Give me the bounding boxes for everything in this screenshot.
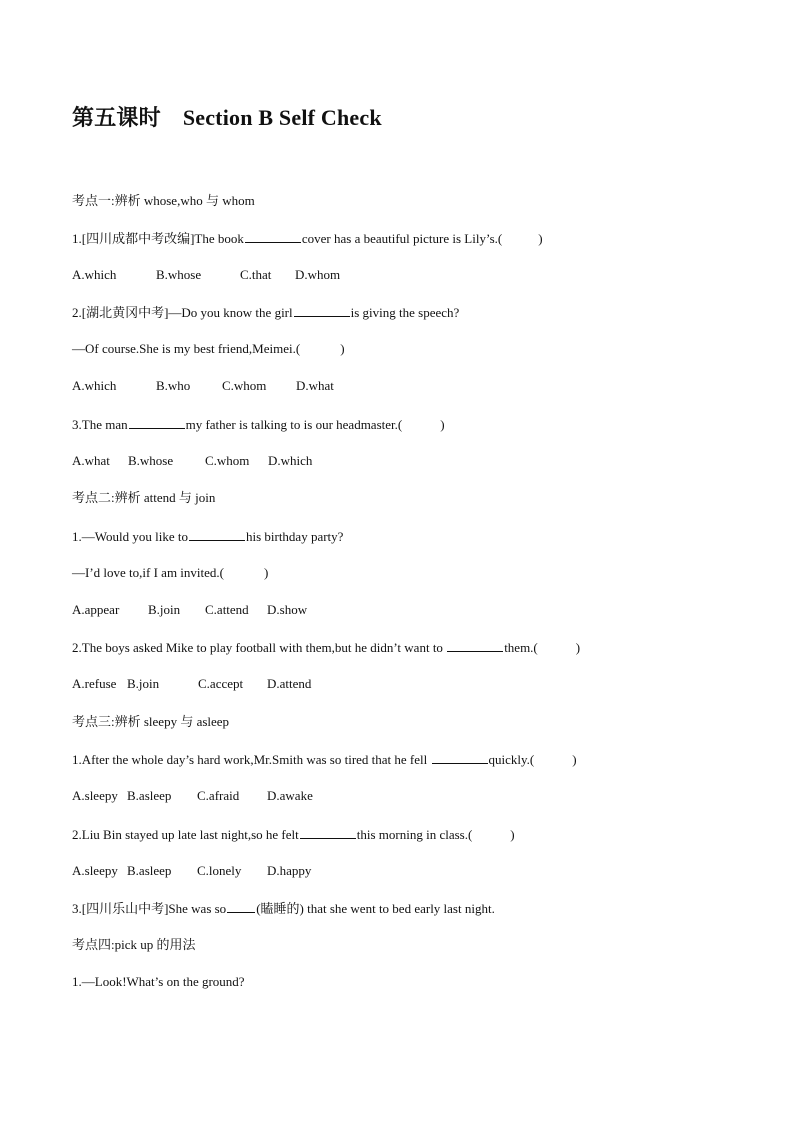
s1-q3-close-paren: ): [440, 417, 445, 432]
s3-q2-options: [72, 862, 311, 880]
option-d: D.show: [267, 602, 308, 617]
s3-q2-text-after: this morning in class.(: [356, 827, 473, 842]
option-d: D.whom: [295, 267, 341, 282]
s3-q1-options: [72, 787, 313, 805]
section-4-heading: 考点四:pick up 的用法: [72, 937, 196, 952]
s2-q1-text-before: 1.—Would you like to: [72, 529, 188, 544]
option-c: C.whom: [205, 453, 250, 468]
s2-q1-reply: [72, 564, 268, 582]
option-b: B.join: [148, 602, 181, 617]
s3-q3-text-before: 3.[四川乐山中考]She was so: [72, 901, 227, 916]
option-a: A.refuse: [72, 676, 117, 691]
s3-question-3: [72, 899, 495, 918]
s1-q2-text-before: 2.[湖北黄冈中考]—Do you know the girl: [72, 305, 293, 320]
s1-question-3: [72, 415, 445, 434]
s1-q1-options: [72, 266, 340, 284]
s2-question-1: [72, 527, 343, 546]
s2-q1-blank[interactable]: [189, 527, 245, 541]
s1-q3-options: [72, 452, 312, 470]
option-b: B.join: [127, 676, 160, 691]
s2-q1-text-after: his birthday party?: [245, 529, 344, 544]
page-title: [72, 101, 382, 132]
s2-q1-options: [72, 601, 307, 619]
s1-q1-text-after: cover has a beautiful picture is Lily’s.(: [301, 231, 503, 246]
option-c: C.afraid: [197, 788, 240, 803]
option-c: C.attend: [205, 602, 249, 617]
s3-question-2: [72, 825, 515, 844]
option-b: B.who: [156, 378, 191, 393]
s1-q2-reply-text: —Of course.She is my best friend,Meimei.(: [72, 341, 301, 356]
s1-q3-blank[interactable]: [129, 415, 185, 429]
page-title-chinese: 第五课时: [72, 105, 161, 130]
s4-question-1: 1.—Look!What’s on the ground?: [72, 974, 245, 989]
option-d: D.awake: [267, 788, 313, 803]
page-title-english: Section B Self Check: [182, 105, 382, 130]
option-c: C.that: [240, 267, 272, 282]
option-c: C.accept: [198, 676, 244, 691]
s2-q1-close-paren: ): [264, 565, 269, 580]
s1-q1-close-paren: ): [538, 231, 543, 246]
s1-q3-text-after: my father is talking to is our headmaster.(: [185, 417, 403, 432]
s3-q3-blank[interactable]: [227, 899, 255, 913]
s1-q2-text-after: is giving the speech?: [350, 305, 460, 320]
s1-question-2: [72, 303, 459, 322]
section-3-heading: 考点三:辨析 sleepy 与 asleep: [72, 714, 230, 729]
s1-q1-text-before: 1.[四川成都中考改编]The book: [72, 231, 244, 246]
section-1-heading: 考点一:辨析 whose,who 与 whom: [72, 193, 255, 208]
option-a: A.what: [72, 453, 110, 468]
s2-q2-blank[interactable]: [447, 638, 503, 652]
s3-q3-text-after: (瞌睡的) that she went to bed early last night.: [256, 901, 495, 916]
s3-q2-text-before: 2.Liu Bin stayed up late last night,so he felt: [72, 827, 299, 842]
section-2-heading: 考点二:辨析 attend 与 join: [72, 490, 216, 505]
option-b: B.whose: [156, 267, 202, 282]
s1-q2-close-paren: ): [340, 341, 345, 356]
s3-q2-close-paren: ): [510, 827, 515, 842]
s1-question-1: [72, 229, 543, 248]
option-a: A.which: [72, 378, 117, 393]
option-b: B.whose: [128, 453, 174, 468]
s3-q2-blank[interactable]: [300, 825, 356, 839]
s2-question-2: [72, 638, 580, 657]
option-c: C.whom: [222, 378, 267, 393]
option-d: D.what: [296, 378, 334, 393]
option-d: D.happy: [267, 863, 312, 878]
s2-q1-reply-text: —I’d love to,if I am invited.(: [72, 565, 224, 580]
s1-q2-options: [72, 377, 334, 395]
option-a: A.sleepy: [72, 788, 118, 803]
s1-q3-text-before: 3.The man: [72, 417, 128, 432]
s3-q1-blank[interactable]: [432, 750, 488, 764]
option-a: A.appear: [72, 602, 120, 617]
s1-q2-blank[interactable]: [294, 303, 350, 317]
s2-q2-close-paren: ): [575, 640, 581, 655]
s3-q1-text-after: quickly.(: [488, 752, 535, 767]
s2-q2-text-before: 2.The boys asked Mike to play football with them,but he didn’t want to: [72, 640, 447, 655]
s3-question-1: [72, 750, 577, 769]
option-b: B.asleep: [127, 788, 172, 803]
s3-q1-text-before: 1.After the whole day’s hard work,Mr.Smith was so tired that he fell: [72, 752, 431, 767]
option-a: A.sleepy: [72, 863, 118, 878]
s2-q2-text-after: them.(: [504, 640, 538, 655]
option-a: A.which: [72, 267, 117, 282]
option-b: B.asleep: [127, 863, 172, 878]
option-c: C.lonely: [197, 863, 242, 878]
s3-q1-close-paren: ): [572, 752, 577, 767]
s1-q1-blank[interactable]: [245, 229, 301, 243]
s1-q2-reply: [72, 340, 345, 358]
option-d: D.attend: [267, 676, 312, 691]
option-d: D.which: [268, 453, 313, 468]
s2-q2-options: [72, 675, 311, 693]
